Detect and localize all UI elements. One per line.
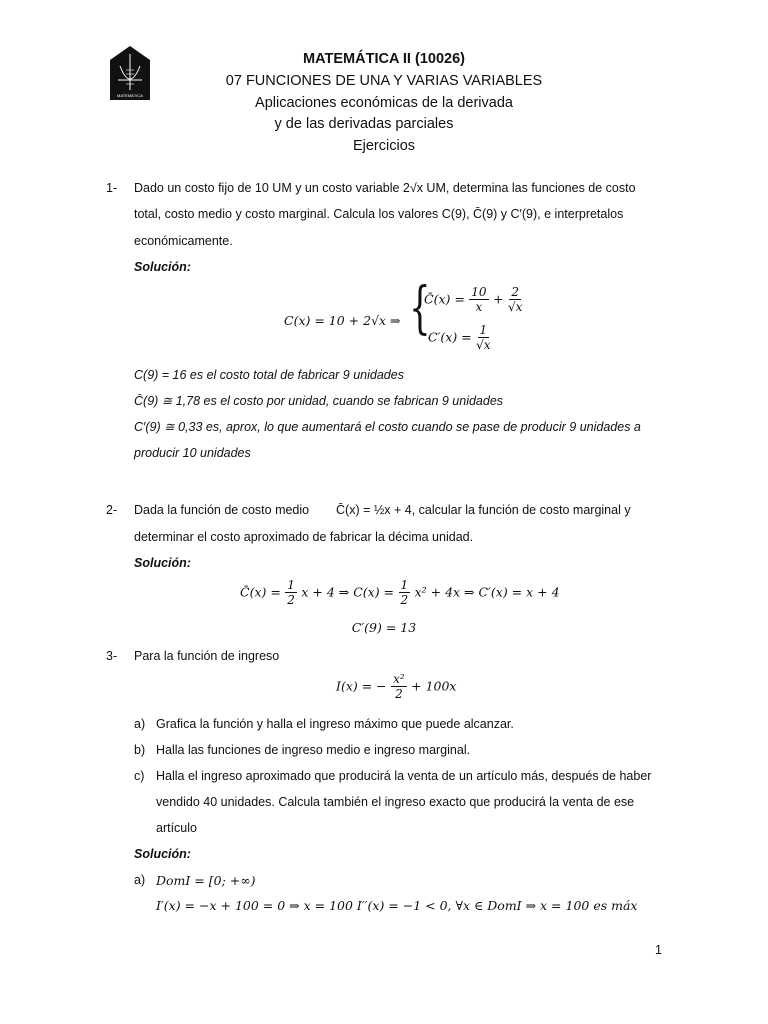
ex2-equation-2: C′(9) = 13: [351, 620, 417, 635]
ex3-sol-a-label: a): [134, 873, 146, 887]
page-number: 1: [655, 943, 662, 957]
ex3-line1: Para la función de ingreso: [134, 649, 280, 663]
section-title: Ejercicios: [352, 138, 416, 154]
ex3-b-text: Halla las funciones de ingreso medio e ingreso marginal.: [156, 743, 471, 757]
ex1-result-1: C(9) = 16 es el costo total de fabricar 9 unidades: [134, 368, 404, 382]
ex3-number: 3-: [106, 649, 118, 663]
ex1-eq-bottom: C′(x) = $\frac{1}{√x}$: [428, 323, 491, 352]
ex3-c-text-1: Halla el ingreso aproximado que producirá la venta de un artículo más, después de haber: [156, 769, 652, 783]
ex3-sol-a-domain: DomI = [0; +∞): [156, 873, 256, 888]
ex1-equation: [284, 276, 524, 359]
ex1-result-3: C′(9) ≅ 0,33 es, aprox, lo que aumentará el costo cuando se pase de producir 9 unidades a: [134, 420, 641, 434]
ex1-line2: total, costo medio y costo marginal. Calcula los valores C(9), C̄(9) y C′(9), e interpretalos: [134, 207, 624, 221]
ex1-solution-label: Solución:: [134, 260, 191, 274]
ex3-b-label: b): [134, 743, 146, 757]
ex2-number: 2-: [106, 503, 118, 517]
ex3-sol-a-derivatives: I′(x) = −x + 100 = 0 ⇒ x = 100 I′′(x) = −1 < 0, ∀x ∈ DomI ⇒ x = 100 es máx: [156, 898, 638, 913]
ex1-line3: económicamente.: [134, 234, 233, 248]
ex1-result-4: producir 10 unidades: [134, 446, 251, 460]
ex3-c-text-2: vendido 40 unidades. Calcula también el ingreso exacto que producirá la venta de ese: [156, 795, 635, 809]
ex3-c-text-3: artículo: [156, 821, 197, 835]
course-title: MATEMÁTICA II (10026): [303, 51, 465, 67]
ex3-a-text: Grafica la función y halla el ingreso máximo que puede alcanzar.: [156, 717, 514, 731]
ex1-eq-left: C(x) = 10 + 2√x ⇒: [284, 313, 401, 328]
ex1-number: 1-: [106, 181, 118, 195]
ex3-a-label: a): [134, 717, 146, 731]
ex2-line2: determinar el costo aproximado de fabricar la décima unidad.: [134, 530, 474, 544]
topic-title-line1: Aplicaciones económicas de la derivada: [255, 95, 513, 111]
unit-title: 07 FUNCIONES DE UNA Y VARIAS VARIABLES: [225, 73, 543, 89]
svg-text:MATEMÁTICA: MATEMÁTICA: [117, 93, 143, 98]
ex1-eq-top: C̄(x) = $\frac{10}{x}$ + $\frac{2}{√x}$: [424, 285, 523, 314]
topic-title-line2: y de las derivadas parciales: [274, 116, 454, 132]
ex2-line1a: Dada la función de costo medio: [134, 503, 310, 517]
ex2-equation-1: C̄(x) = $\frac{1}{2}$ x + 4 ⇒ C(x) = $\frac{1}{2}$ x² + 4x ⇒ C′(x) = x + 4: [240, 578, 560, 607]
ex3-equation: I(x) = − $\frac{\text{x²}}{2}$ + 100x: [336, 672, 457, 701]
ex1-result-2: C̄(9) ≅ 1,78 es el costo por unidad, cuando se fabrican 9 unidades: [134, 394, 504, 408]
ex3-c-label: c): [134, 769, 145, 783]
ex2-line1b: C̄(x) = ½x + 4, calcular la función de costo marginal y: [336, 503, 631, 517]
ex3-solution-label: Solución:: [134, 847, 191, 861]
ex2-solution-label: Solución:: [134, 556, 191, 570]
ex1-brace: {: [409, 276, 431, 341]
ex1-line1: Dado un costo fijo de 10 UM y un costo variable 2√x UM, determina las funciones de costo: [134, 181, 636, 195]
